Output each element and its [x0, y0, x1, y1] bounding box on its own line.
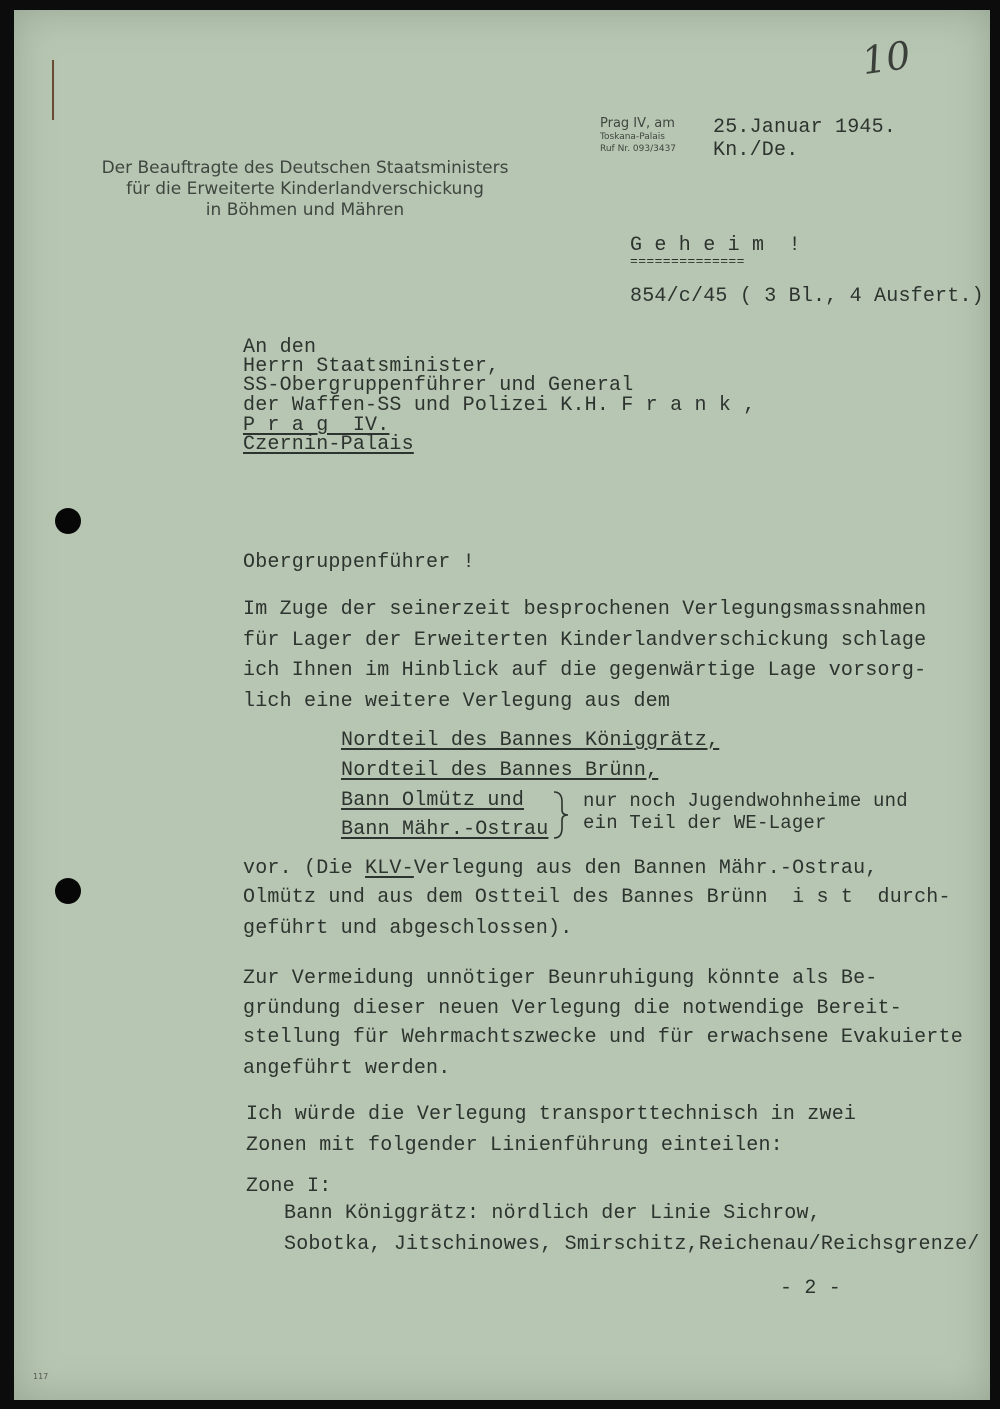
p2-line-3: geführt und abgeschlossen).: [243, 917, 573, 940]
recipient-line-3: SS-Obergruppenführer und General: [243, 374, 634, 397]
footer-mark: 117: [33, 1372, 49, 1381]
file-number: 854/c/45 ( 3 Bl., 4 Ausfert.): [630, 285, 984, 308]
zone-line-2: Sobotka, Jitschinowes, Smirschitz,Reichenau/Reichsgrenze/: [284, 1233, 980, 1256]
p2-line-1-end: Verlegung aus den Bannen Mähr.-Ostrau,: [413, 857, 878, 880]
p4-line-1: Ich würde die Verlegung transporttechnisch in zwei: [246, 1103, 857, 1126]
klv-abbreviation: KLV-: [365, 857, 414, 880]
punch-hole-top: [55, 508, 81, 534]
recipient-line-2: Herrn Staatsminister,: [243, 355, 500, 378]
p2-line-2: Olmütz und aus dem Ostteil des Bannes Brünn i s t durch-: [243, 886, 951, 909]
list-item-4: Bann Mähr.-Ostrau: [341, 818, 549, 841]
phone-label: Ruf Nr. 093/3437: [600, 144, 677, 154]
place-block: [600, 116, 676, 155]
palace-label: Toskana-Palais: [600, 132, 665, 142]
salutation: Obergruppenführer !: [243, 551, 475, 574]
letterhead: [70, 158, 540, 221]
list-item-3: Bann Olmütz und: [341, 789, 525, 812]
continuation-mark: - 2 -: [780, 1277, 842, 1300]
recipient-line-5: P r a g IV.: [243, 414, 390, 437]
p1-line-2: für Lager der Erweiterten Kinderlandverschickung schlage: [243, 629, 927, 652]
classification-mark: G e h e i m !: [630, 234, 801, 257]
letter-date: 25.Januar 1945.: [713, 116, 897, 139]
p2-line-1: [243, 857, 878, 880]
p3-line-1: Zur Vermeidung unnötiger Beunruhigung könnte als Be-: [243, 967, 878, 990]
place-label: Prag IV, am: [600, 116, 675, 131]
p3-line-2: gründung dieser neuen Verlegung die notwendige Bereit-: [243, 997, 902, 1020]
handwritten-page-number: 10: [859, 32, 914, 84]
fold-mark: [52, 60, 54, 120]
reference-code: Kn./De.: [713, 139, 799, 162]
curly-brace: [550, 790, 572, 840]
punch-hole-bottom: [55, 878, 81, 904]
p4-line-2: Zonen mit folgender Linienführung einteilen:: [246, 1134, 783, 1157]
p1-line-1: Im Zuge der seinerzeit besprochenen Verlegungsmassnahmen: [243, 598, 927, 621]
recipient-line-4: der Waffen-SS und Polizei K.H. F r a n k ,: [243, 394, 756, 417]
p2-line-1-start: vor. (Die: [243, 857, 366, 880]
p3-line-4: angeführt werden.: [243, 1057, 451, 1080]
p1-line-3: ich Ihnen im Hinblick auf die gegenwärtige Lage vorsorg-: [243, 659, 927, 682]
list-note-2: ein Teil der WE-Lager: [583, 812, 827, 834]
zone-line-1: Bann Königgrätz: nördlich der Linie Sichrow,: [284, 1202, 821, 1225]
letterhead-line-3: in Böhmen und Mähren: [205, 200, 405, 220]
list-item-1: Nordteil des Bannes Königgrätz,: [341, 729, 720, 752]
letterhead-line-1: Der Beauftragte des Deutschen Staatsministers: [101, 158, 509, 178]
recipient-line-6: Czernin-Palais: [243, 433, 414, 456]
list-item-2: Nordteil des Bannes Brünn,: [341, 759, 659, 782]
list-note-1: nur noch Jugendwohnheime und: [583, 790, 908, 812]
letterhead-line-2: für die Erweiterte Kinderlandverschickung: [126, 179, 484, 199]
p1-line-4: lich eine weitere Verlegung aus dem: [243, 690, 671, 713]
p3-line-3: stellung für Wehrmachtszwecke und für erwachsene Evakuierte: [243, 1026, 963, 1049]
recipient-line-1: An den: [243, 336, 317, 359]
classification-rule: ==============: [630, 254, 745, 269]
zone-title: Zone I:: [246, 1175, 332, 1198]
